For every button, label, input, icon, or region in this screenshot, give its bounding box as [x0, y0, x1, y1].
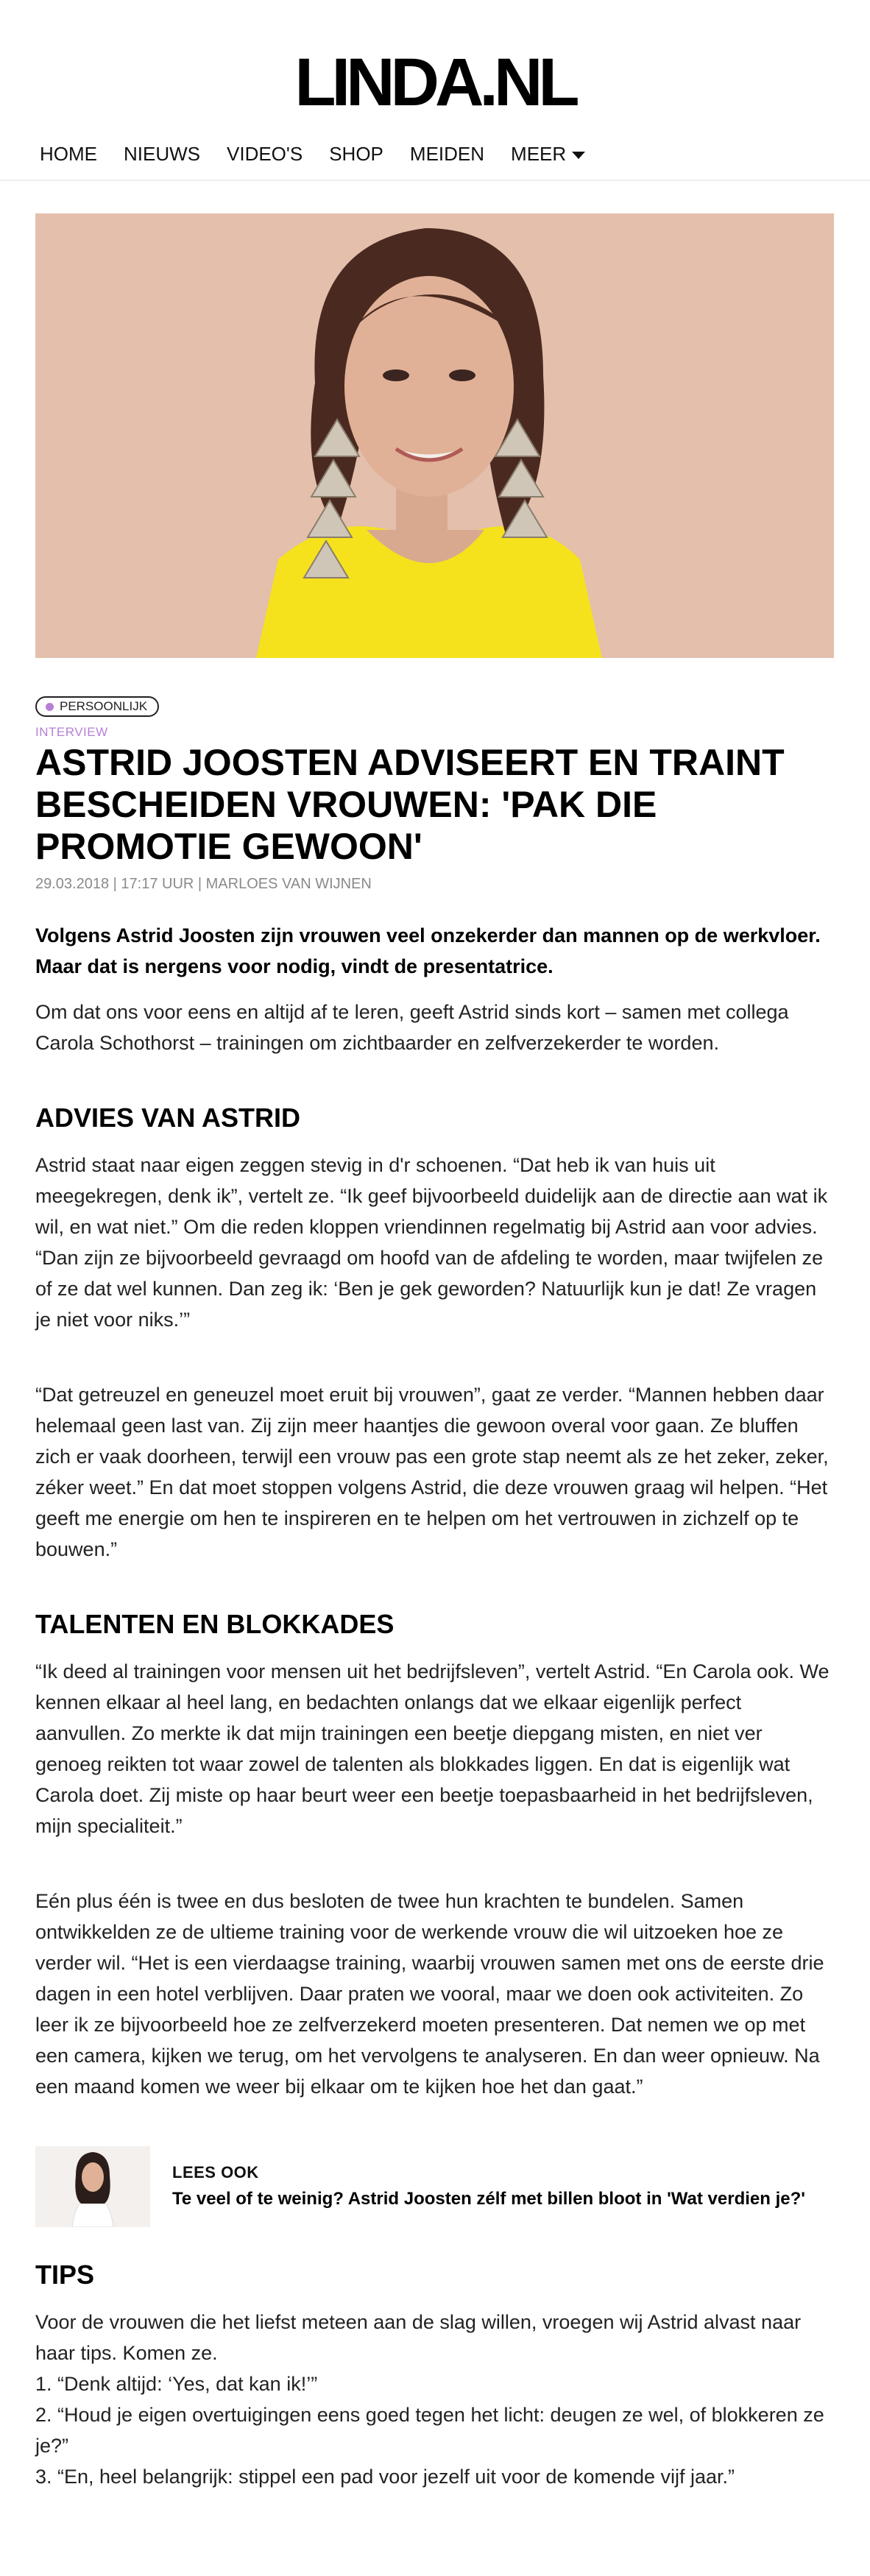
related-text [172, 2163, 805, 2210]
main-nav [40, 141, 585, 166]
category-tag[interactable] [35, 696, 159, 717]
nav-item-home[interactable]: HOME [40, 143, 97, 165]
article-meta: 29.03.2018 | 17:17 UUR | MARLOES VAN WIJNEN [35, 876, 372, 892]
portrait-illustration [35, 213, 834, 658]
related-label: LEES OOK [172, 2163, 259, 2182]
site-header [0, 0, 870, 181]
category-tag-label: PERSOONLIJK [60, 699, 148, 713]
nav-item-meer-label: MEER [511, 143, 567, 165]
site-logo[interactable]: LINDA.NL [294, 45, 576, 120]
article-title: ASTRID JOOSTEN ADVISEERT EN TRAINT BESCHEIDEN VROUWEN: 'PAK DIE PROMOTIE GEWOON' [35, 742, 785, 867]
section-heading-tips: TIPS [35, 2260, 95, 2290]
nav-item-meiden[interactable]: MEIDEN [409, 143, 485, 165]
tips-intro: Voor de vrouwen die het liefst meteen aan de slag willen, vroegen wij Astrid alvast naar haar tips. Komen ze. [35, 2311, 802, 2364]
tip-item: 1. “Denk altijd: ‘Yes, dat kan ik!’” [35, 2373, 318, 2395]
nav-item-nieuws[interactable]: NIEUWS [124, 143, 200, 165]
tip-item: 3. “En, heel belangrijk: stippel een pad voor jezelf uit voor de komende vijf jaar.” [35, 2466, 735, 2488]
chevron-down-icon [572, 152, 585, 159]
article-lede: Volgens Astrid Joosten zijn vrouwen veel onzekerder dan mannen op de werkvloer. Maar dat is nergens voor nodig, vindt de presentatrice. [35, 924, 821, 977]
paragraph: Eén plus één is twee en dus besloten de twee hun krachten te bundelen. Samen ontwikkelden ze de ultieme training voor de werkende vrouw die wil uitzoeken hoe ze verder wil. “Het is een vierdaagse training, waarbij vrouwen samen met ons de eerste drie dagen in een hotel verblijven. Daar praten we vooral, maar we doen ook activiteiten. Zo leer ik ze bijvoorbeeld hoe ze zelfverzekerd moeten presenteren. Dat nemen we op met een camera, kijken we terug, om het vervolgens te analyseren. En dan weer opnieuw. Na een maand komen we weer bij elkaar om te kijken hoe het dan gaat.” [35, 1890, 824, 2098]
article-body [35, 920, 834, 2492]
paragraph: Astrid staat naar eigen zeggen stevig in d'r schoenen. “Dat heb ik van huis uit meegekregen, denk ik”, vertelt ze. “Ik geef bijvoorbeeld duidelijk aan de directie aan wat ik wil, en wat niet.” Om die reden kloppen vriendinnen regelmatig bij Astrid aan voor advies. “Dan zijn ze bijvoorbeeld gevraagd om hoofd van de afdeling te worden, maar twijfelen ze of ze dat wel kunnen. Dan zeg ik: ‘Ben je gek geworden? Natuurlijk kun je dat! Ze vragen je niet voor niks.’” [35, 1154, 828, 1331]
hero-image [35, 213, 834, 658]
related-article[interactable] [35, 2146, 834, 2227]
nav-item-meer[interactable] [511, 141, 585, 166]
article-kicker: INTERVIEW [35, 725, 108, 739]
paragraph: “Dat getreuzel en geneuzel moet eruit bij vrouwen”, gaat ze verder. “Mannen hebben daar helemaal geen last van. Zij zijn meer haantjes die gewoon overal voor gaan. Ze bluffen zich er vaak doorheen, terwijl een vrouw pas een grote stap neemt als ze het zeker, zeker, zéker weet.” En dat moet stoppen volgens Astrid, die deze vrouwen graag wil helpen. “Het geeft me energie om hen te inspireren en te helpen om het vertrouwen in zichzelf op te bouwen.” [35, 1384, 829, 1560]
tip-item: 2. “Houd je eigen overtuigingen eens goed tegen het licht: deugen ze wel, of blokkeren ze je?” [35, 2404, 824, 2457]
paragraph: “Ik deed al trainingen voor mensen uit het bedrijfsleven”, vertelt Astrid. “En Carola ook. We kennen elkaar al heel lang, en bedachten onlangs dat we elkaar eigenlijk perfect aanvullen. Zo merkte ik dat mijn trainingen een beetje diepgang misten, en niet ver genoeg reikten tot waar zowel de talenten als blokkades liggen. En dat is eigenlijk wat Carola doet. Zij miste op haar beurt weer een beetje toepasbaarheid in het bedrijfsleven, mijn specialiteit.” [35, 1660, 830, 1837]
related-thumbnail[interactable] [35, 2146, 150, 2227]
tag-dot-icon [46, 703, 54, 711]
section-heading-advies: ADVIES VAN ASTRID [35, 1103, 301, 1133]
section-heading-talenten: TALENTEN EN BLOKKADES [35, 1609, 395, 1639]
nav-item-videos[interactable]: VIDEO'S [227, 143, 303, 165]
related-headline[interactable]: Te veel of te weinig? Astrid Joosten zélf met billen bloot in 'Wat verdien je?' [172, 2189, 805, 2209]
nav-item-shop[interactable]: SHOP [329, 143, 383, 165]
article-intro: Om dat ons voor eens en altijd af te leren, geeft Astrid sinds kort – samen met collega Carola Schothorst – trainingen om zichtbaarder en zelfverzekerder te worden. [35, 1001, 789, 1054]
